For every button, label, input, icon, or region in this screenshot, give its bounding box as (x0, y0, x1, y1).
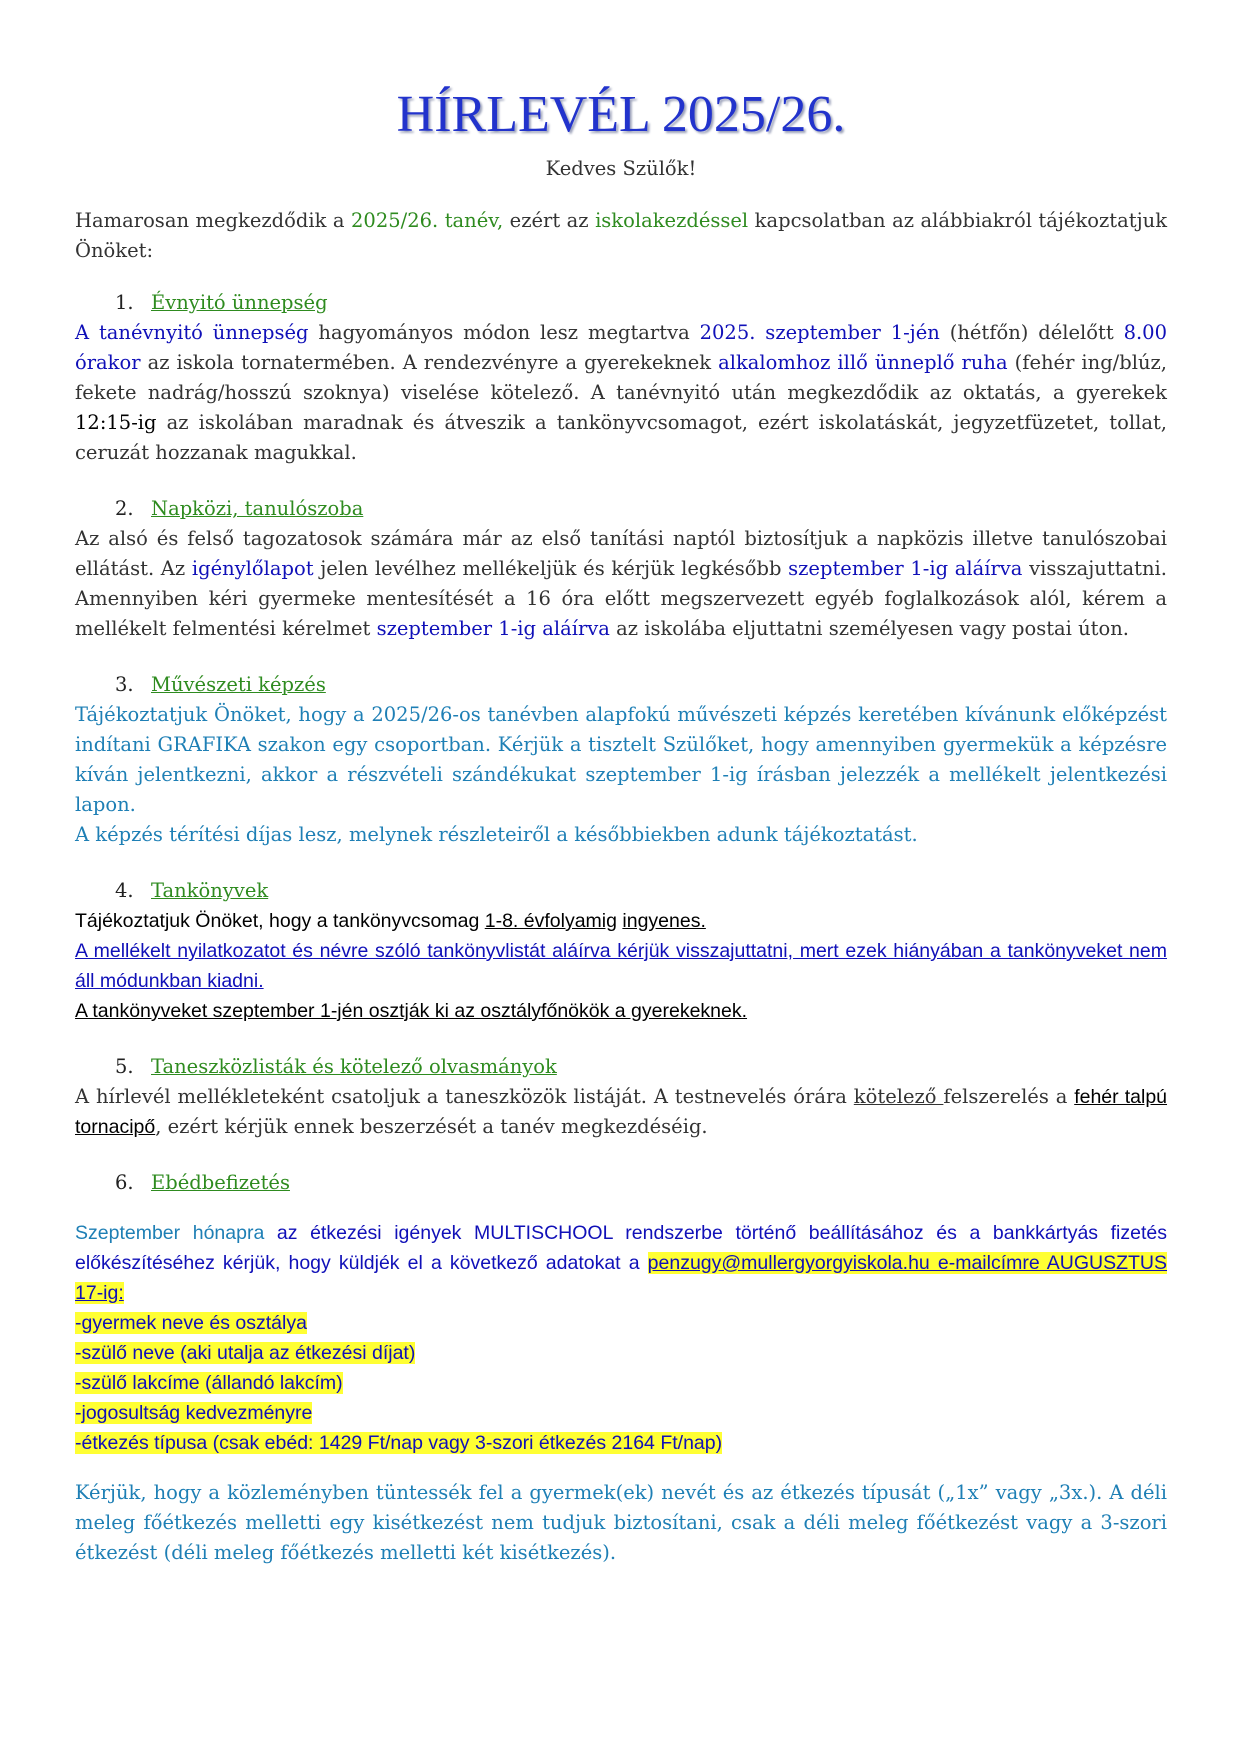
highlight-text: alkalomhoz illő ünneplő ruha (718, 351, 1008, 374)
body-text: Az alsó és felső tagozatosok számára már az első tanítási naptól biztosítjuk a napközis illetve tanulószobai ellátást. Az (75, 527, 1167, 580)
section-heading (75, 876, 1167, 906)
intro-text: ezért az (503, 209, 596, 232)
deadline-text: szeptember 1-ig aláírva (376, 617, 610, 640)
section-body (75, 1082, 1167, 1142)
body-text: hagyományos módon lesz megtartva (308, 321, 700, 344)
time-text: 12:15-ig (75, 411, 157, 434)
list-item (75, 1308, 1167, 1338)
intro-text: kapcsolatban az alábbiakról tájékoztatjuk Önöket: (75, 209, 1168, 262)
section-art-education (75, 670, 1167, 850)
section-title: Ebédbefizetés (151, 1171, 290, 1194)
section-title: Évnyitó ünnepség (151, 291, 328, 314)
body-text: az iskola tornatermében. A rendezvényre a gyerekeknek (140, 351, 719, 374)
section-title: Napközi, tanulószoba (151, 497, 364, 520)
list-item-text: -gyermek neve és osztálya (75, 1312, 307, 1334)
section-body (75, 524, 1167, 644)
body-text: Tájékoztatjuk Önöket, hogy a tankönyvcsomag (75, 910, 485, 932)
closing-paragraph: Kérjük, hogy a közleményben tüntessék fel a gyermek(ek) nevét és az étkezés típusát („1x” vagy „3x.). A déli meleg főétkezés melletti egy kisétkezést nem tudjuk biztosítani, csak a déli meleg főétkezést vagy a 3-szori étkezést (déli meleg főétkezés melletti két kisétkezés). (75, 1481, 1167, 1564)
body-text: az étkezési igények MULTISCHOOL rendszerbe történő beállításához és a bankkártyás fizetés előkészítéséhez kérjük, hogy küldjék el a következő adatokat a (75, 1222, 1167, 1274)
list-item (75, 1428, 1167, 1458)
list-item (75, 1398, 1167, 1428)
deadline-text: szeptember 1-ig aláírva (788, 557, 1023, 580)
section-lunch-payment (75, 1168, 1167, 1568)
section-heading (75, 1052, 1167, 1082)
section-body (75, 906, 1167, 936)
list-item-text: -szülő neve (aki utalja az étkezési díjat) (75, 1342, 416, 1364)
list-item-text: -jogosultság kedvezményre (75, 1402, 313, 1424)
section-body: Tájékoztatjuk Önöket, hogy a 2025/26-os tanévben alapfokú művészeti képzés keretében kívánunk előképzést indítani GRAFIKA szakon egy csoportban. Kérjük a tisztelt Szülőket, hogy amennyiben gyermekük a képzésre kíván jelentkezni, akkor a részvételi szándékukat szeptember 1-ig írásban jelezzék a mellékelt jelentkezési lapon. (75, 703, 1167, 816)
section-after-school (75, 494, 1167, 644)
grades-text: 1-8. évfolyamig (484, 910, 617, 932)
intro-text: Hamarosan megkezdődik a (75, 209, 351, 232)
section-number: 4. (115, 879, 134, 902)
section-number: 3. (115, 673, 134, 696)
email-link[interactable]: penzugy@mullergyorgyiskola.hu e-mailcímre AUGUSZTUS 17-ig: (75, 1252, 1167, 1304)
section-textbooks (75, 876, 1167, 1026)
section-number: 6. (115, 1171, 134, 1194)
section-number: 2. (115, 497, 134, 520)
body-text: A hírlevél mellékleteként csatoljuk a taneszközök listáját. A testnevelés órára (75, 1085, 854, 1108)
section-number: 5. (115, 1055, 134, 1078)
list-item (75, 1368, 1167, 1398)
intro-school-start: iskolakezdéssel (595, 209, 749, 232)
section-heading (75, 670, 1167, 700)
section-heading (75, 494, 1167, 524)
newsletter-page (75, 78, 1167, 1594)
shoes-text: fehér talpú tornacipő (75, 1086, 1168, 1138)
greeting: Kedves Szülők! (545, 157, 697, 180)
section-title: Művészeti képzés (151, 673, 326, 696)
section-title: Taneszközlisták és kötelező olvasmányok (151, 1055, 557, 1078)
body-text: felszerelés a (943, 1085, 1075, 1108)
section-number: 1. (115, 291, 134, 314)
intro-paragraph (75, 206, 1167, 266)
section-heading (75, 288, 1167, 318)
section-heading (75, 1168, 1167, 1198)
section-body: A mellékelt nyilatkozatot és névre szóló tankönyvlistát aláírva kérjük visszajuttatni, mert ezek hiányában a tankönyveket nem áll módunkban kiadni. (75, 940, 1167, 992)
body-text: (hétfőn) délelőtt (939, 321, 1124, 344)
body-text: az iskolába eljuttatni személyesen vagy postai úton. (609, 617, 1130, 640)
section-opening-ceremony (75, 288, 1167, 468)
newsletter-title: HÍRLEVÉL 2025/26. (396, 86, 846, 143)
list-item (75, 1338, 1167, 1368)
data-list (75, 1308, 1167, 1458)
mandatory-text: kötelező (853, 1085, 944, 1108)
highlight-text: A tanévnyitó ünnepség (75, 321, 309, 344)
free-text: ingyenes. (622, 910, 706, 932)
body-text: jelen levélhez mellékeljük és kérjük legkésőbb (313, 557, 789, 580)
intro-school-year: 2025/26. tanév, (351, 209, 504, 232)
body-text: , ezért kérjük ennek beszerzését a tanév megkezdéséig. (155, 1115, 708, 1138)
body-text: az iskolában maradnak és átveszik a tankönyvcsomagot, ezért iskolatáskát, jegyzetfüzetet, tollat, ceruzát hozzanak magukkal. (75, 411, 1167, 464)
highlight-text: igénylőlapot (191, 557, 314, 580)
section-body (75, 318, 1167, 468)
section-body (75, 1218, 1167, 1308)
section-supply-lists (75, 1052, 1167, 1142)
section-body: A tankönyveket szeptember 1-jén osztják ki az osztályfőnökök a gyerekeknek. (75, 1000, 748, 1022)
list-item-text: -szülő lakcíme (állandó lakcím) (75, 1372, 343, 1394)
time-text: 8.00 órakor (75, 321, 1167, 374)
list-item-text: -étkezés típusa (csak ebéd: 1429 Ft/nap vagy 3-szori étkezés 2164 Ft/nap) (75, 1432, 723, 1454)
body-text: visszajuttatni. Amennyiben kéri gyermeke mentesítését a 16 óra előtt megszervezett egyéb foglalkozások alól, kérem a mellékelt felmentési kérelmet (75, 557, 1167, 640)
section-title: Tankönyvek (151, 879, 269, 902)
date-text: 2025. szeptember 1-jén (699, 321, 940, 344)
body-text: Szeptember hónapra (75, 1222, 265, 1244)
body-text: (fehér ing/blúz, fekete nadrág/hosszú szoknya) viselése kötelező. A tanévnyitó után megkezdődik az oktatás, a gyerekek (75, 351, 1167, 404)
section-body: A képzés térítési díjas lesz, melynek részleteiről a későbbiekben adunk tájékoztatást. (75, 823, 918, 846)
